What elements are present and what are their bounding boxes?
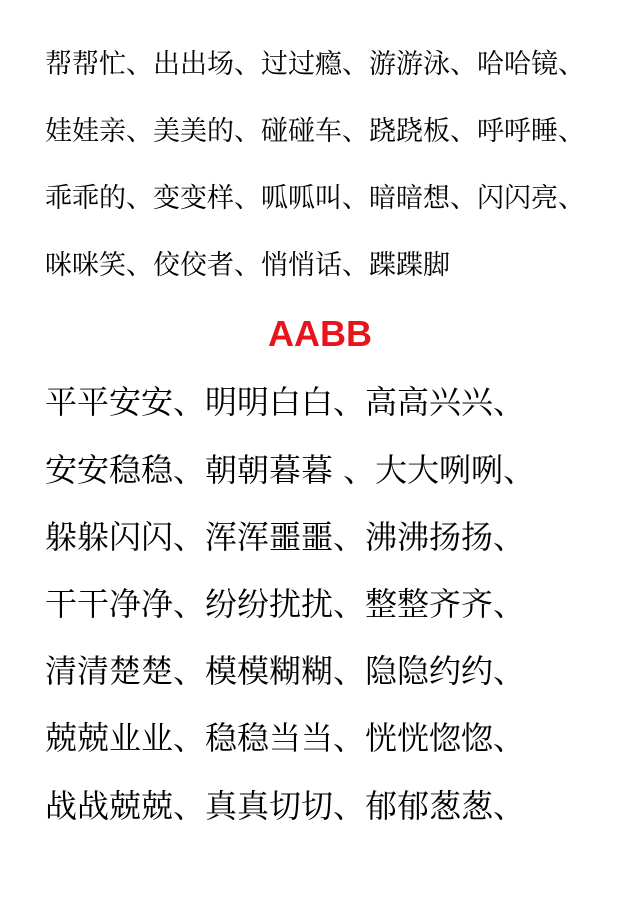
word-list-line: 躲躲闪闪、浑浑噩噩、沸沸扬扬、 <box>45 518 526 556</box>
word-list-line: 乖乖的、变变样、呱呱叫、暗暗想、闪闪亮、 <box>45 183 585 214</box>
word-list-line: 兢兢业业、稳稳当当、恍恍惚惚、 <box>45 719 526 757</box>
word-list-line: 安安稳稳、朝朝暮暮 、大大咧咧、 <box>45 451 536 489</box>
word-list-line: 帮帮忙、出出场、过过瘾、游游泳、哈哈镜、 <box>45 49 585 80</box>
word-list-line: 战战兢兢、真真切切、郁郁葱葱、 <box>45 787 526 825</box>
word-list-line: 娃娃亲、美美的、碰碰车、跷跷板、呼呼睡、 <box>45 116 585 147</box>
word-list-line: 干干净净、纷纷扰扰、整整齐齐、 <box>45 585 526 623</box>
word-list-line: 清清楚楚、模模糊糊、隐隐约约、 <box>45 652 526 690</box>
word-list-line: 咪咪笑、佼佼者、悄悄话、蹀蹀脚 <box>45 250 450 281</box>
section-heading: AABB <box>268 313 372 354</box>
word-list-line: 平平安安、明明白白、高高兴兴、 <box>45 383 526 421</box>
